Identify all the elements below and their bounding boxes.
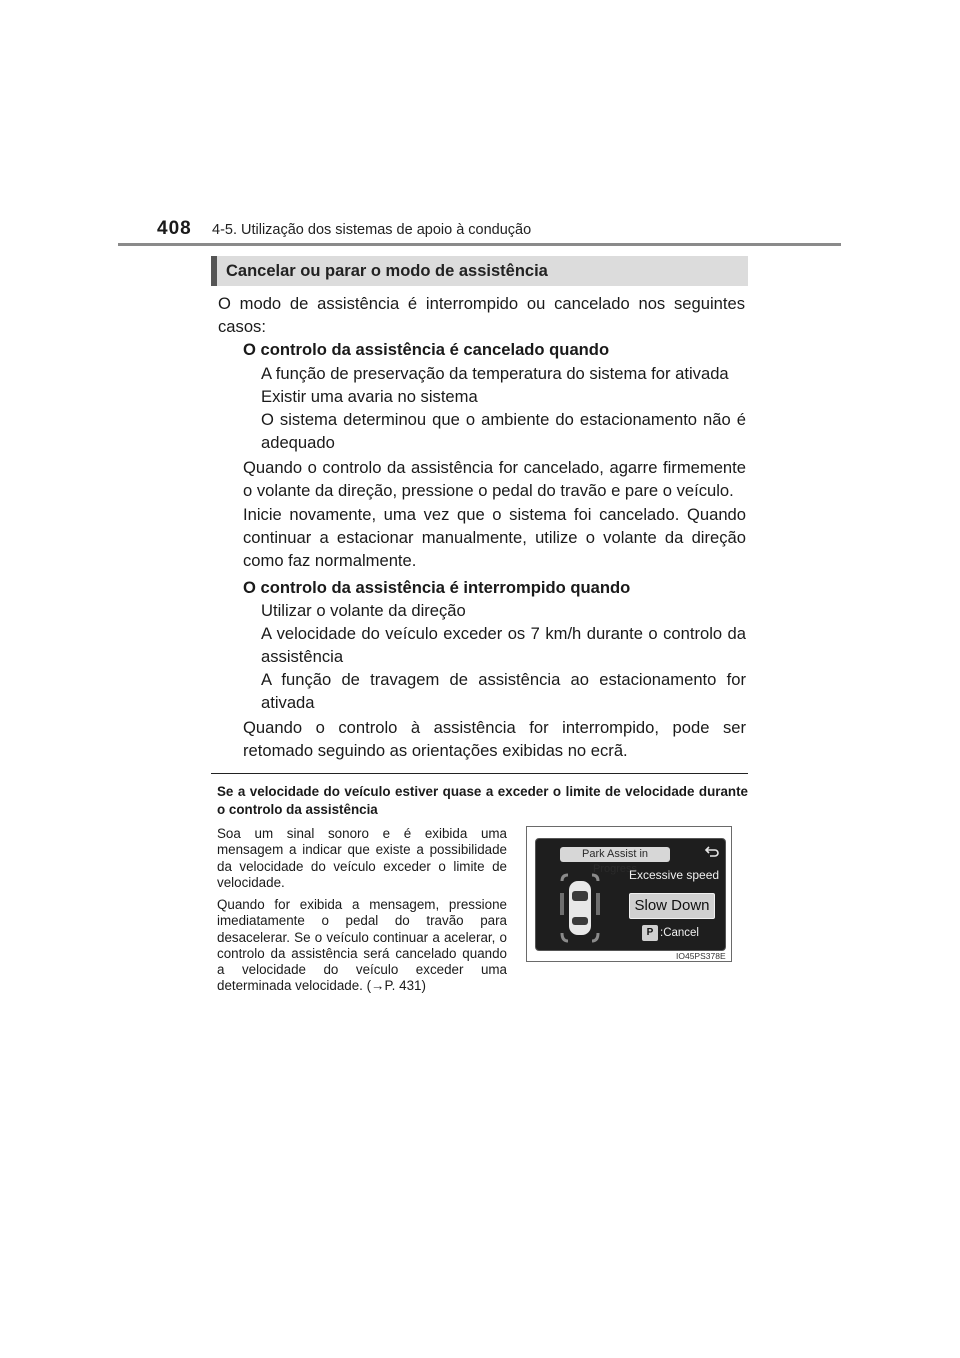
cancel-item-3: O sistema determinou que o ambiente do estacionamento não é adequado xyxy=(261,410,746,452)
header-rule xyxy=(118,243,841,246)
section-title-bar xyxy=(211,256,748,286)
status-pill: Park Assist in Progress xyxy=(560,847,670,862)
interrupt-item-3: A função de travagem de assistência ao estacionamento for ativada xyxy=(261,670,746,712)
display-figure xyxy=(526,826,732,962)
cancel-label: :Cancel xyxy=(660,927,699,940)
cancel-row xyxy=(642,925,699,941)
page-number: 408 xyxy=(157,218,192,239)
cancel-note-2: Inicie novamente, uma vez que o sistema foi cancelado. Quando continuar a estacionar manualmente, utilize o volante da direção como faz normalmente. xyxy=(243,505,746,570)
interrupt-item-1: Utilizar o volante da direção xyxy=(261,601,466,620)
slow-down-button: Slow Down xyxy=(629,893,715,919)
note-paragraph-2: Quando for exibida a mensagem, pressione imediatamente o pedal do travão para desacelerar. Se o veículo continuar a acelerar, o controlo da assistência será cancelado quando a velocidade do veículo exceder uma determinada velocidade. (→P. 431) xyxy=(217,897,507,994)
figure-code: IO45PS378E xyxy=(676,951,726,961)
interrupt-heading: O controlo da assistência é interrompido quando xyxy=(243,578,631,597)
interrupt-note: Quando o controlo à assistência for interrompido, pode ser retomado seguindo as orientações exibidas no ecrã. xyxy=(243,718,746,760)
note-paragraph-1: Soa um sinal sonoro e é exibida uma mensagem a indicar que existe a possibilidade da velocidade do veículo exceder o limite de velocidade. xyxy=(217,826,507,890)
cancel-heading: O controlo da assistência é cancelado quando xyxy=(243,340,610,359)
intro-paragraph: O modo de assistência é interrompido ou cancelado nos seguintes casos: xyxy=(218,294,745,336)
multi-display-screen xyxy=(535,838,726,951)
chapter-title: 4-5. Utilização dos sistemas de apoio à condução xyxy=(212,222,532,238)
section-accent xyxy=(211,256,217,286)
parking-switch-icon: P xyxy=(642,925,658,941)
back-arrow-icon xyxy=(704,845,720,861)
note-heading: Se a velocidade do veículo estiver quase a exceder o limite de velocidade durante o controlo da assistência xyxy=(217,784,748,817)
excessive-speed-message: Excessive speed xyxy=(629,868,720,882)
note-divider xyxy=(211,773,748,774)
section-title: Cancelar ou parar o modo de assistência xyxy=(226,262,548,280)
cancel-item-2: Existir uma avaria no sistema xyxy=(261,387,478,406)
cancel-item-1: A função de preservação da temperatura do sistema for ativada xyxy=(261,364,729,383)
interrupt-item-2: A velocidade do veículo exceder os 7 km/h durante o controlo da assistência xyxy=(261,624,746,666)
cancel-note-1: Quando o controlo da assistência for cancelado, agarre firmemente o volante da direção, pressione o pedal do travão e pare o veículo. xyxy=(243,458,746,500)
car-top-view-icon xyxy=(558,873,602,943)
